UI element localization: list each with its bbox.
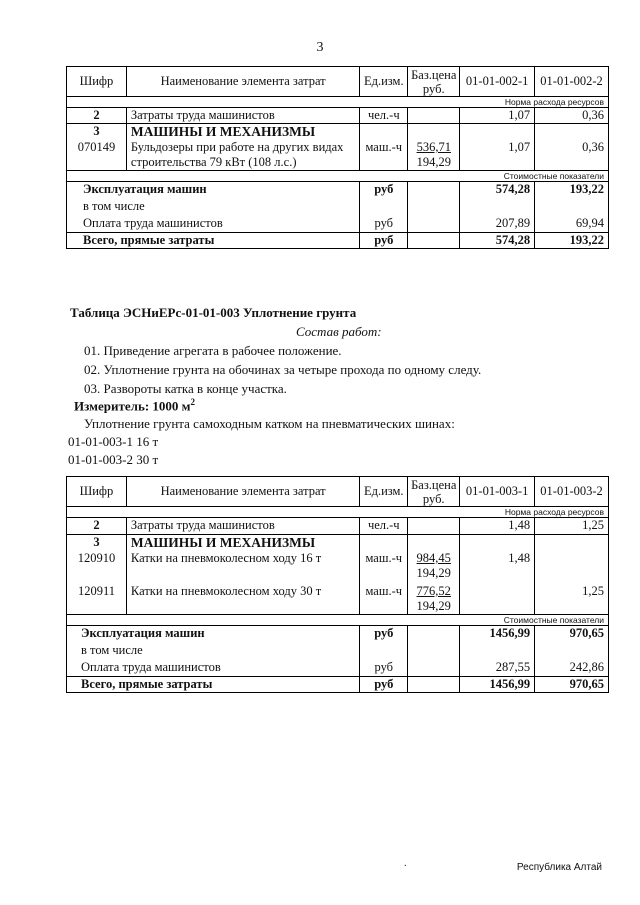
group-row: 3 МАШИНЫ И МЕХАНИЗМЫ (67, 535, 609, 552)
section-norm: Норма расхода ресурсов (67, 97, 609, 108)
table-row: в том числе (67, 199, 609, 216)
resource-table-003 (66, 476, 609, 693)
total-row: Всего, прямые затраты руб 1456,99 970,65 (67, 677, 609, 693)
table-row: Оплата труда машинистов руб 207,89 69,94 (67, 216, 609, 233)
header-code: Шифр (67, 477, 127, 507)
table-row: 120910 Катки на пневмоколесном ходу 16 т маш.-ч 984,45 194,29 1,48 (67, 551, 609, 581)
footer-region: Республика Алтай (516, 862, 602, 873)
table-row: 2 Затраты труда машинистов чел.-ч 1,07 0,36 (67, 108, 609, 124)
machine-name-line1: Бульдозеры при работе на других видах (130, 140, 344, 154)
table-title: Таблица ЭСНиЕРс-01-01-003 Уплотнение грунта (70, 305, 357, 320)
header-unit: Ед.изм. (360, 67, 408, 97)
meter-sup: 2 (190, 397, 196, 407)
header-name: Наименование элемента затрат (126, 67, 359, 97)
table-row: Эксплуатация машин руб 574,28 193,22 (67, 182, 609, 199)
header-code: Шифр (67, 67, 127, 97)
header-unit: Ед.изм. (360, 477, 408, 507)
wage-price: 194,29 (416, 599, 451, 613)
description: Уплотнение грунта самоходным катком на пневматических шинах: (84, 416, 455, 431)
composition-heading: Состав работ: (296, 324, 382, 339)
section-cost: Стоимостные показатели (67, 615, 609, 626)
work-step: 02. Уплотнение грунта на обочинах за четыре прохода по одному следу. (84, 362, 482, 377)
machine-name-line2: строительства 79 кВт (108 л.с.) (130, 155, 297, 169)
header-base-price: Баз.цена руб. (408, 67, 460, 97)
variant: 01-01-003-2 30 т (68, 452, 159, 467)
header-base-price: Баз.цена руб. (408, 477, 460, 507)
footer-dot: . (404, 858, 407, 869)
base-price: 984,45 (416, 551, 451, 565)
base-price: 536,71 (416, 140, 451, 154)
page-number: 3 (316, 40, 324, 55)
meter-label: Измеритель: 1000 $м^2$ (74, 397, 196, 414)
variant: 01-01-003-1 16 т (68, 434, 159, 449)
wage-price: 194,29 (416, 566, 451, 580)
total-row: Всего, прямые затраты руб 574,28 193,22 (67, 233, 609, 249)
table-row: 120911 Катки на пневмоколесном ходу 30 т маш.-ч 776,52 194,29 1,25 (67, 581, 609, 615)
header-col-b: 01-01-003-2 (535, 477, 609, 507)
table-header (67, 477, 609, 507)
header-col-a: 01-01-003-1 (460, 477, 535, 507)
work-step: 03. Развороты катка в конце участка. (84, 381, 287, 396)
resource-table-002 (66, 66, 609, 249)
header-col-a: 01-01-002-1 (460, 67, 535, 97)
group-row: 3 МАШИНЫ И МЕХАНИЗМЫ (67, 124, 609, 141)
section-cost: Стоимостные показатели (67, 171, 609, 182)
header-col-b: 01-01-002-2 (535, 67, 609, 97)
table-header (67, 67, 609, 97)
table-row: Оплата труда машинистов руб 287,55 242,86 (67, 660, 609, 677)
table-row: в том числе (67, 643, 609, 660)
base-price: 776,52 (416, 584, 451, 598)
wage-price: 194,29 (416, 155, 451, 169)
table-row: Эксплуатация машин руб 1456,99 970,65 (67, 626, 609, 643)
header-name: Наименование элемента затрат (126, 477, 359, 507)
table-row: 2 Затраты труда машинистов чел.-ч 1,48 1,25 (67, 518, 609, 535)
work-step: 01. Приведение агрегата в рабочее положение. (84, 343, 342, 358)
section-norm: Норма расхода ресурсов (67, 507, 609, 518)
table-row: 070149 Бульдозеры при работе на других видах строительства 79 кВт (108 л.с.) маш.-ч 536,71 194,29 1,07 0,36 (67, 140, 609, 171)
